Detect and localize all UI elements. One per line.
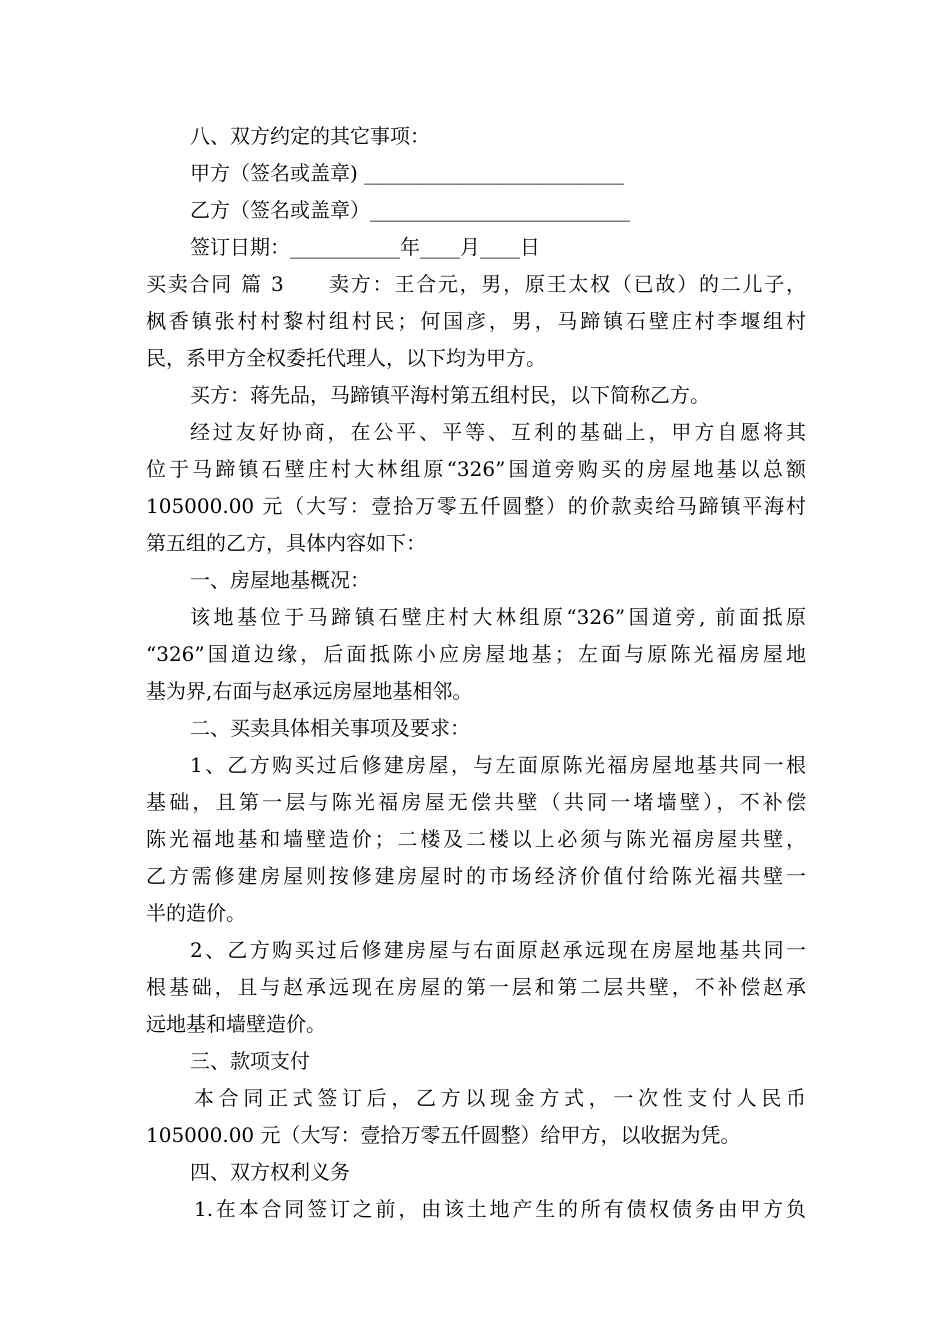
document-page (146, 118, 806, 1228)
buyer-info-line: 买方：蒋先品，马蹄镇平海村第五组村民，以下简称乙方。 (190, 383, 710, 407)
section-1-heading: 一、房屋地基概况： (190, 568, 370, 592)
seller-info-line-2: 枫香镇张村村黎村组村民；何国彦，男，马蹄镇石壁庄村李堰组村 (146, 309, 806, 333)
item-2-line-2: 根基础，且与赵承远现在房屋的第一层和第二层共壁，不补偿赵承 (146, 975, 806, 999)
party-b-signature-line: 乙方（签名或盖章）__________________________ (190, 198, 630, 222)
item-1-line-2: 基础，且第一层与陈光福房屋无偿共壁（共同一堵墙壁），不补偿 (146, 790, 806, 814)
preamble-line-2: 位于马蹄镇石壁庄村大林组原“326”国道旁购买的房屋地基以总额 (146, 457, 806, 481)
section-3-heading: 三、款项支付 (190, 1049, 310, 1073)
party-a-signature-line: 甲方（签名或盖章) __________________________ (190, 161, 625, 185)
payment-line-2: 105000.00 元（大写：壹拾万零五仟圆整）给甲方，以收据为凭。 (146, 1123, 741, 1147)
section-1-para-line-3: 基为界,右面与赵承远房屋地基相邻。 (146, 679, 473, 703)
section-1-para-line-1: 该地基位于马蹄镇石壁庄村大林组原“326”国道旁, 前面抵原 (190, 605, 806, 629)
preamble-line-3: 105000.00 元（大写：壹拾万零五仟圆整）的价款卖给马蹄镇平海村 (146, 494, 806, 518)
section-1-para-line-2: “326”国道边缘，后面抵陈小应房屋地基；左面与原陈光福房屋地 (146, 642, 806, 666)
contract-3-title-line: 买卖合同 篇 3 卖方：王合元，男，原王太权（已故）的二儿子， (146, 272, 806, 296)
item-1-line-1: 1、乙方购买过后修建房屋，与左面原陈光福房屋地基共同一根 (190, 753, 806, 777)
signing-date-line: 签订日期：___________年____月____日 (190, 235, 540, 259)
rights-item-1-line-1: 1.在本合同签订之前，由该土地产生的所有债权债务由甲方负 (194, 1197, 806, 1221)
item-2-line-3: 远地基和墙壁造价。 (146, 1012, 326, 1036)
preamble-line-4: 第五组的乙方，具体内容如下： (146, 531, 426, 555)
section-2-heading: 二、买卖具体相关事项及要求： (190, 716, 470, 740)
section-4-heading: 四、双方权利义务 (190, 1160, 350, 1184)
payment-line-1: 本合同正式签订后，乙方以现金方式，一次性支付人民币 (194, 1086, 806, 1110)
item-1-line-3: 陈光福地基和墙壁造价；二楼及二楼以上必须与陈光福房屋共壁， (146, 827, 806, 851)
seller-info-line-3: 民，系甲方全权委托代理人，以下均为甲方。 (146, 346, 546, 370)
item-1-line-4: 乙方需修建房屋则按修建房屋时的市场经济价值付给陈光福共壁一 (146, 864, 806, 888)
section-8-heading: 八、双方约定的其它事项： (190, 124, 430, 148)
item-2-line-1: 2、乙方购买过后修建房屋与右面原赵承远现在房屋地基共同一 (190, 938, 806, 962)
item-1-line-5: 半的造价。 (146, 901, 246, 925)
preamble-line-1: 经过友好协商，在公平、平等、互利的基础上，甲方自愿将其 (190, 420, 806, 444)
